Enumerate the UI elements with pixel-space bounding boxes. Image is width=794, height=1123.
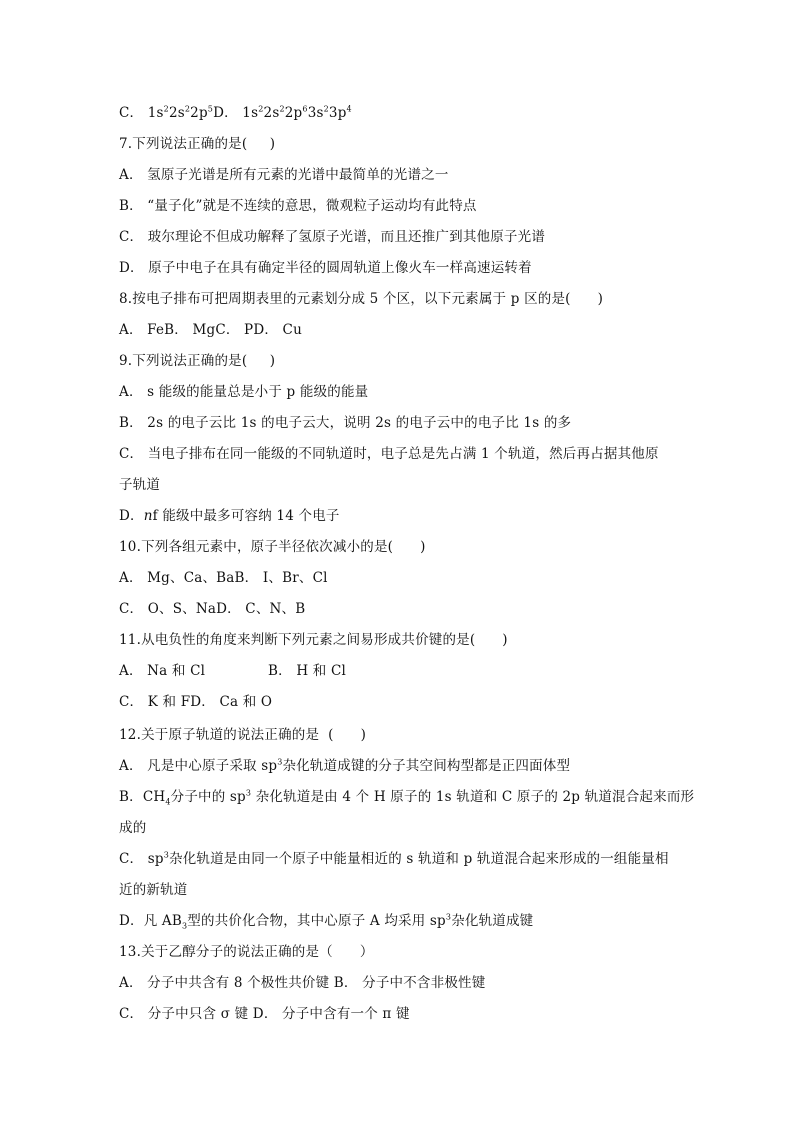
question-12-stem: 12.关于原子轨道的说法正确的是 ( )	[119, 727, 367, 743]
question-7-option-c: C． 玻尔理论不但成功解释了氢原子光谱，而且还推广到其他原子光谱	[119, 229, 546, 245]
question-7-stem: 7.下列说法正确的是( )	[119, 136, 276, 152]
question-10-stem: 10.下列各组元素中，原子半径依次减小的是( )	[119, 539, 426, 555]
question-8-options: A． FeB． MgC． PD． Cu	[119, 322, 302, 338]
question-12-option-d: D．凡 $AB_3$型的共价化合物，其中心原子 A 均采用 $sp^3$杂化轨道成键	[119, 912, 534, 931]
question-11-options-ab: A． Na 和 Cl B． H 和 Cl	[119, 663, 347, 679]
question-12-option-b: B．$CH_4$分子中的 $sp^3$ 杂化轨道是由 4 个 H 原子的 1s 轨道和 C 原子的 2p 轨道混合起来而形	[119, 788, 695, 807]
question-7-option-d: D． 原子中电子在具有确定半径的圆周轨道上像火车一样高速运转着	[119, 260, 532, 276]
question-9-option-d: D．nf 能级中最多可容纳 14 个电子	[119, 508, 340, 524]
question-13-stem: 13.关于乙醇分子的说法正确的是（ ）	[119, 944, 374, 960]
question-12-option-b-cont: 成的	[119, 820, 147, 836]
question-12-option-a: A． 凡是中心原子采取 $sp^3$杂化轨道成键的分子其空间构型都是正四面体型	[119, 757, 571, 774]
line-option-c-d-q6: C． $1s^22s^22p^5D$． $1s^22s^22p^63s^23p^4$	[119, 104, 352, 121]
question-11-options-cd: C． K 和 FD． Ca 和 O	[119, 694, 273, 710]
question-7-option-a: A． 氢原子光谱是所有元素的光谱中最简单的光谱之一	[119, 167, 449, 183]
question-11-stem: 11.从电负性的角度来判断下列元素之间易形成共价键的是( )	[119, 632, 508, 648]
question-12-option-c-cont: 近的新轨道	[119, 882, 188, 898]
question-10-options-cd: C． O、S、NaD． C、N、B	[119, 601, 306, 617]
question-9-stem: 9.下列说法正确的是( )	[119, 353, 276, 369]
question-13-options-ab: A． 分子中共含有 8 个极性共价键 B． 分子中不含非极性键	[119, 975, 486, 991]
question-9-option-b: B． 2s 的电子云比 1s 的电子云大，说明 2s 的电子云中的电子比 1s 的多	[119, 415, 572, 431]
question-12-option-c: C． $sp^3$杂化轨道是由同一个原子中能量相近的 s 轨道和 p 轨道混合起来形成的一组能量相	[119, 850, 669, 867]
question-9-option-a: A． s 能级的能量总是小于 p 能级的能量	[119, 384, 369, 400]
question-10-options-ab: A． Mg、Ca、BaB． I、Br、Cl	[119, 570, 328, 586]
question-9-option-c-cont: 子轨道	[119, 477, 161, 493]
question-8-stem: 8.按电子排布可把周期表里的元素划分成 5 个区，以下元素属于 p 区的是( )	[119, 291, 604, 307]
question-9-option-c: C． 当电子排布在同一能级的不同轨道时，电子总是先占满 1 个轨道，然后再占据其他原	[119, 446, 659, 462]
question-7-option-b: B． “量子化”就是不连续的意思，微观粒子运动均有此特点	[119, 198, 477, 214]
question-13-options-cd: C． 分子中只含 σ 键 D． 分子中含有一个 π 键	[119, 1006, 410, 1022]
